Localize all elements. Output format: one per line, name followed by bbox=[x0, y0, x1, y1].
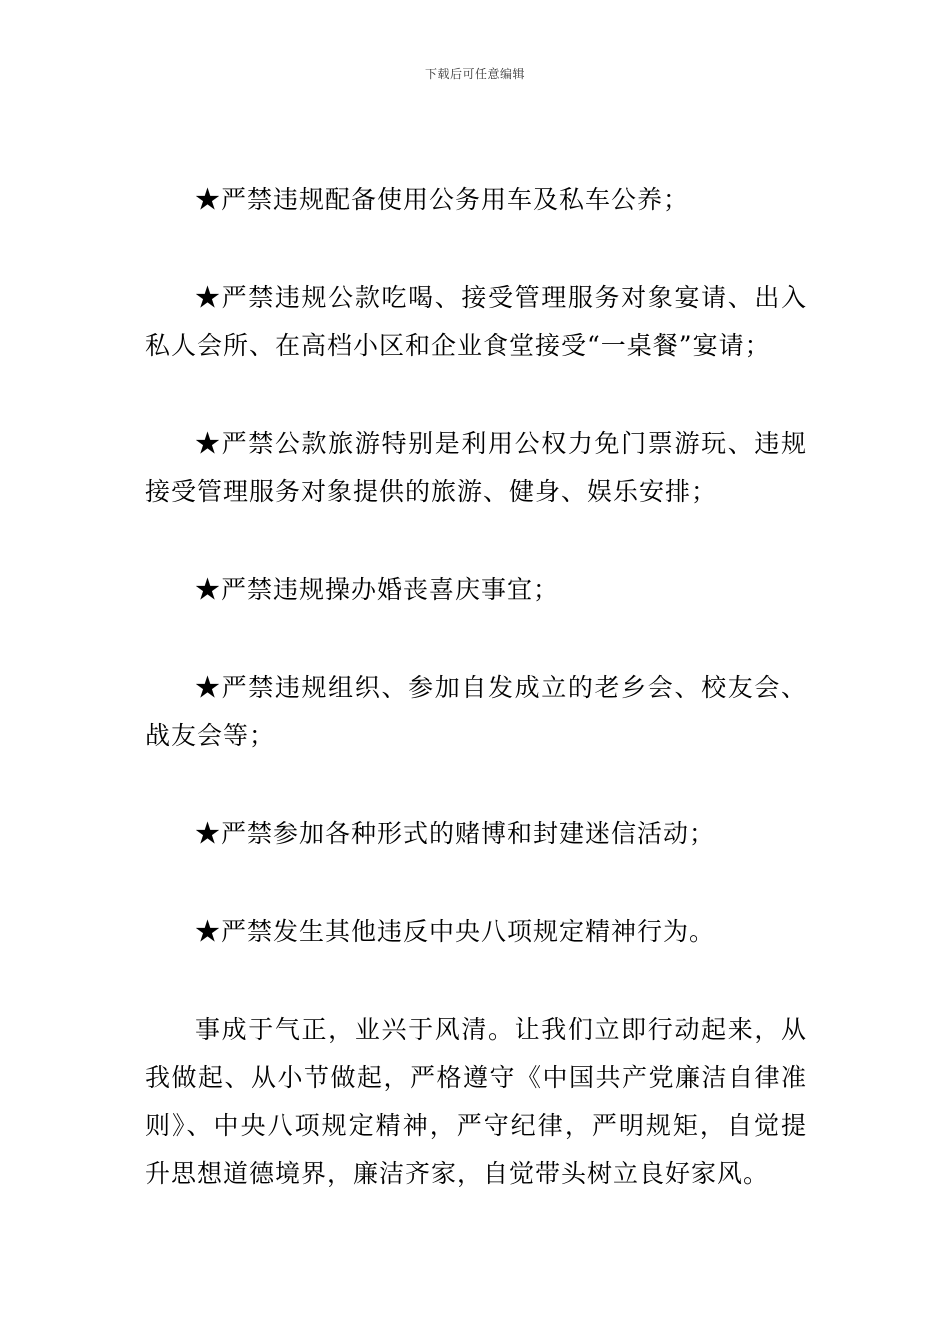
closing-paragraph: 事成于气正，业兴于风清。让我们立即行动起来，从我做起、从小节做起，严格遵守《中国共产党廉洁自律准则》、中央八项规定精神，严守纪律，严明规矩，自觉提升思想道德境界，廉洁齐家，自觉带头树立良好家风。 bbox=[145, 1015, 807, 1188]
rule-item-7: ★严禁发生其他违反中央八项规定精神行为。 bbox=[195, 917, 716, 946]
rule-item-3: ★严禁公款旅游特别是利用公权力免门票游玩、违规接受管理服务对象提供的旅游、健身、娱乐安排； bbox=[145, 429, 807, 506]
page-header-note: 下载后可任意编辑 bbox=[424, 67, 525, 81]
rule-item-6: ★严禁参加各种形式的赌博和封建迷信活动； bbox=[195, 819, 716, 848]
rule-item-5: ★严禁违规组织、参加自发成立的老乡会、校友会、战友会等； bbox=[145, 673, 807, 750]
rule-item-1: ★严禁违规配备使用公务用车及私车公养； bbox=[195, 185, 690, 214]
document-body bbox=[145, 176, 807, 1248]
rule-item-4: ★严禁违规操办婚丧喜庆事宜； bbox=[195, 575, 560, 604]
rule-item-2: ★严禁违规公款吃喝、接受管理服务对象宴请、出入私人会所、在高档小区和企业食堂接受“一桌餐”宴请； bbox=[145, 283, 807, 360]
